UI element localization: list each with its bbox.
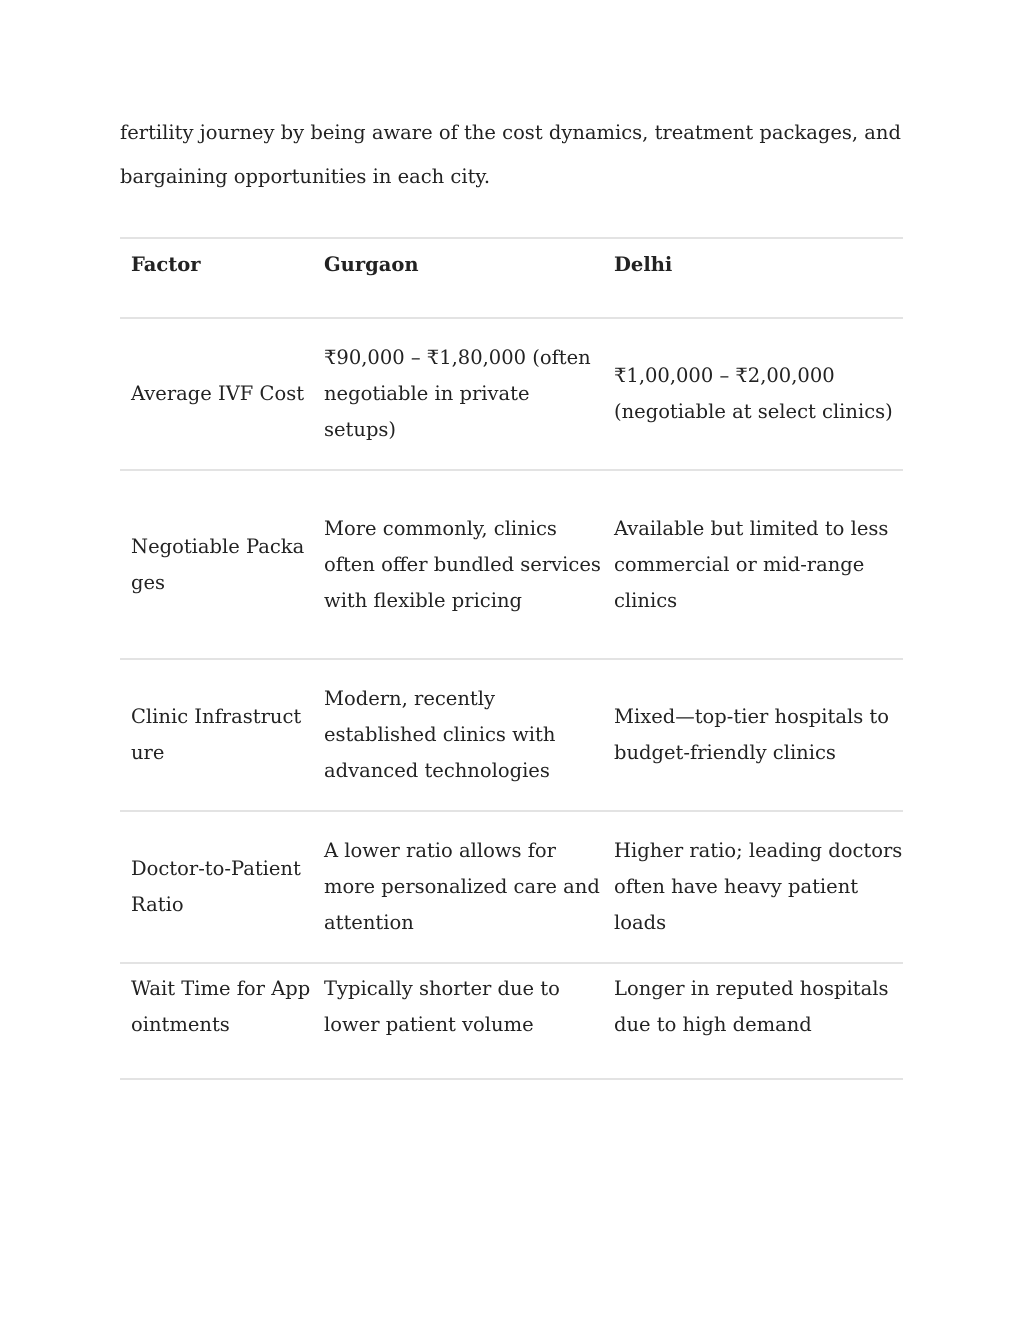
table-row: [120, 963, 903, 1079]
intro-line-1: fertility journey by being aware of the cost dynamics, treatment packages, and: [120, 121, 901, 144]
table-row: [120, 659, 903, 811]
cell-factor: Doctor-to-Patient Ratio: [131, 857, 301, 916]
cell-factor: Average IVF Cost: [131, 382, 305, 405]
table-row: [120, 318, 903, 470]
cell-factor: Negotiable Packages: [131, 534, 305, 594]
cell-delhi: Longer in reputed hospitals due to high demand: [614, 977, 889, 1036]
header-gurgaon: Gurgaon: [324, 253, 419, 276]
cell-gurgaon: More commonly, clinics often offer bundled services with flexible pricing: [324, 516, 601, 612]
cell-gurgaon: Typically shorter due to lower patient volume: [324, 977, 560, 1036]
header-delhi: Delhi: [614, 253, 673, 276]
cell-delhi: ₹1,00,000 – ₹2,00,000 (negotiable at select clinics): [614, 364, 893, 423]
table-row: [120, 811, 903, 963]
cell-factor: Clinic Infrastructure: [131, 705, 302, 764]
cell-factor: Wait Time for Appointments: [131, 977, 311, 1036]
comparison-table-wrapper: [120, 237, 903, 1080]
cell-delhi: Available but limited to less commercial or mid-range clinics: [614, 516, 889, 612]
cell-delhi: Higher ratio; leading doctors often have heavy patient loads: [614, 839, 903, 934]
intro-line-2: bargaining opportunities in each city.: [120, 165, 491, 188]
comparison-table: [120, 237, 903, 1080]
cell-gurgaon: Modern, recently established clinics with advanced technologies: [324, 687, 556, 782]
header-factor: Factor: [131, 253, 201, 276]
cell-delhi: Mixed—top-tier hospitals to budget-friendly clinics: [614, 705, 890, 764]
intro-paragraph: [120, 111, 920, 199]
cell-gurgaon: ₹90,000 – ₹1,80,000 (often negotiable in private setups): [324, 346, 591, 441]
table-header-row: [120, 238, 903, 318]
table-row: [120, 470, 903, 659]
cell-gurgaon: A lower ratio allows for more personalized care and attention: [324, 839, 600, 934]
